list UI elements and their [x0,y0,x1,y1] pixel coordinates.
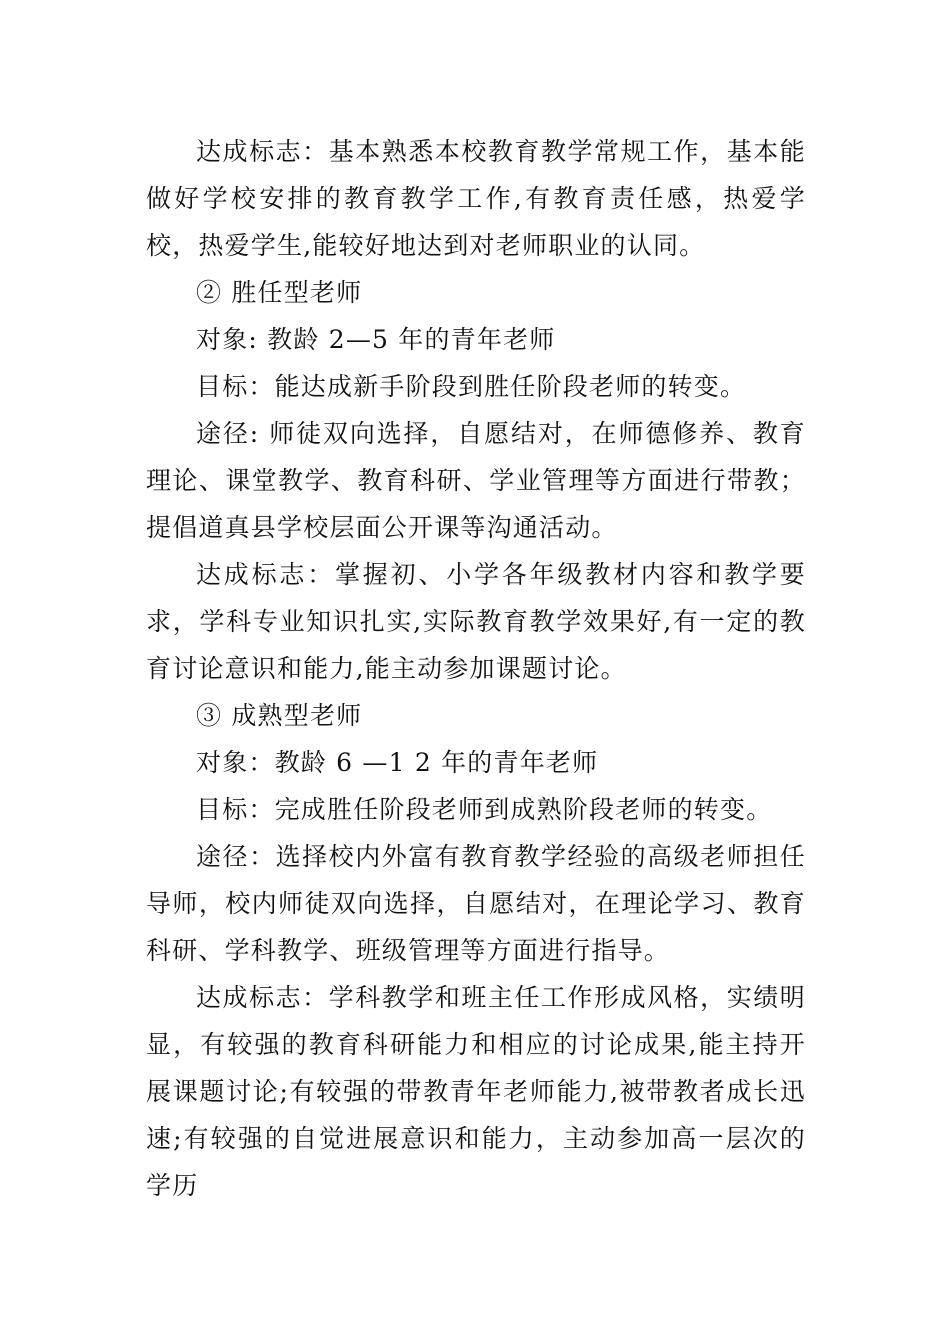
paragraph-goal-mature: 目标：完成胜任阶段老师到成熟阶段老师的转变。 [196,795,773,824]
paragraph-approach-mature: 途径：选择校内外富有教育教学经验的高级老师担任导师，校内师徒双向选择，自愿结对，在理论学习、教育科研、学科教学、班级管理等方面进行指导。 [146,842,806,965]
paragraph-achievement-criteria-novice: 达成标志：基本熟悉本校教育教学常规工作，基本能做好学校安排的教育教学工作,有教育责任感，热爱学校，热爱学生,能较好地达到对老师职业的认同。 [146,137,806,260]
document-body [146,128,806,1209]
heading-mature-teacher: ③ 成熟型老师 [196,701,363,730]
paragraph-target-mature: 对象：教龄 6 —1 2 年的青年老师 [196,748,599,777]
paragraph-achievement-criteria-mature: 达成标志：学科教学和班主任工作形成风格，实绩明显，有较强的教育科研能力和相应的讨论成果,能主持开展课题讨论;有较强的带教青年老师能力,被带教者成长迅速;有较强的自觉进展意识和能力，主动参加高一层次的学历 [146,983,806,1200]
paragraph-achievement-criteria-competent: 达成标志：掌握初、小学各年级教材内容和教学要求，学科专业知识扎实,实际教育教学效果好,有一定的教育讨论意识和能力,能主动参加课题讨论。 [146,560,806,683]
paragraph-target-competent: 对象: 教龄 2—5 年的青年老师 [196,325,556,354]
paragraph-approach-competent: 途径: 师徒双向选择，自愿结对，在师德修养、教育理论、课堂教学、教育科研、学业管理等方面进行带教；提倡道真县学校层面公开课等沟通活动。 [146,419,806,542]
paragraph-goal-competent: 目标：能达成新手阶段到胜任阶段老师的转变。 [196,372,747,401]
heading-competent-teacher: ② 胜任型老师 [196,278,363,307]
